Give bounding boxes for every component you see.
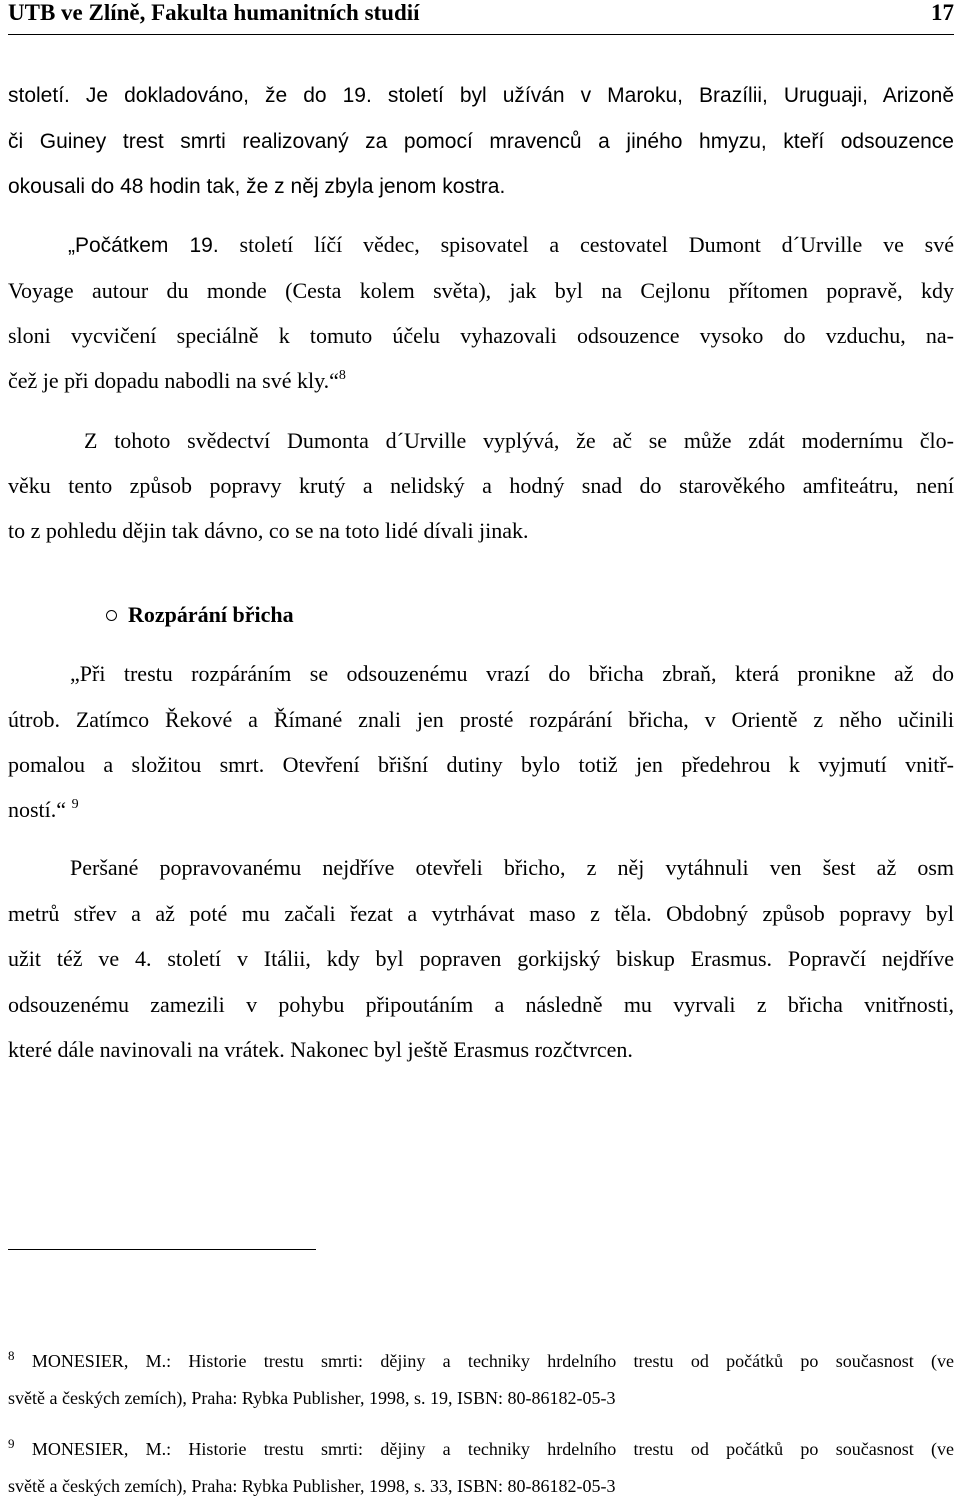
heading-text: Rozpárání břicha bbox=[128, 602, 294, 627]
text-line: Z tohoto svědectví Dumonta d´Urville vyplývá, že ač se může zdát modernímu člo- bbox=[84, 428, 954, 453]
footnote-mark: 9 bbox=[8, 1436, 15, 1451]
text-line: to z pohledu dějin tak dávno, co se na toto lidé dívali jinak. bbox=[8, 518, 529, 543]
text-line: okousali do 48 hodin tak, že z něj zbyla jenom kostra. bbox=[8, 175, 506, 198]
text-line: metrů střev a až poté mu začali řezat a vytrhávat maso z těla. Obdobný způsob popravy byl bbox=[8, 901, 954, 926]
text-line bbox=[8, 795, 954, 825]
text-line: věku tento způsob popravy krutý a nelidský a hodný snad do starověkého amfiteátru, není bbox=[8, 473, 954, 498]
bullet-icon bbox=[106, 610, 117, 621]
text-line bbox=[8, 366, 954, 396]
text-line: století. Je dokladováno, že do 19. století byl užíván v Maroku, Brazílii, Uruguaji, Arizoně bbox=[8, 84, 954, 107]
text-line: odsouzenému zamezili v pohybu připoutáním a následně mu vyrvali z břicha vnitřnosti, bbox=[8, 992, 954, 1017]
footnote-8-line2: světě a českých zemích), Praha: Rybka Publisher, 1998, s. 19, ISBN: 80-86182-05-3 bbox=[8, 1388, 616, 1408]
running-header bbox=[8, 0, 954, 35]
footnote-9-line2: světě a českých zemích), Praha: Rybka Publisher, 1998, s. 33, ISBN: 80-86182-05-3 bbox=[8, 1476, 616, 1496]
text-line: pomalou a složitou smrt. Otevření břišní dutiny bylo totiž jen předehrou k vyjmutí vnitř- bbox=[8, 752, 954, 777]
text-line: užit též ve 4. století v Itálii, kdy byl popraven gorkijský biskup Erasmus. Popravčí nejdříve bbox=[8, 946, 954, 971]
text-line: Peršané popravovanému nejdříve otevřeli břicho, z něj vytáhnuli ven šest až osm bbox=[70, 855, 954, 880]
text-line: které dále navinovali na vrátek. Nakonec byl ještě Erasmus rozčtvrcen. bbox=[8, 1037, 633, 1062]
page-number: 17 bbox=[931, 0, 954, 25]
text-line: sloni vycvičení speciálně k tomuto účelu vyhazovali odsouzence vysoko do vzduchu, na- bbox=[8, 323, 954, 348]
footnote-8-line1: $^8$ MONESIER, M.: Historie trestu smrti: dějiny a techniky hrdelního trestu od počátků po současnost (ve bbox=[8, 1348, 955, 1371]
text-line: či Guiney trest smrti realizovaný za pomocí mravenců a jiného hmyzu, kteří odsouzence bbox=[8, 130, 954, 153]
quote-start: „Počátkem 19. bbox=[68, 234, 219, 257]
text-line bbox=[68, 230, 954, 260]
footnote-ref-9[interactable]: 9 bbox=[71, 797, 79, 812]
line-text: čež je při dopadu nabodli na své kly.“ bbox=[8, 368, 339, 393]
footnote-9-line1: $^9$ MONESIER, M.: Historie trestu smrti: dějiny a techniky hrdelního trestu od počátků po současnost (ve bbox=[8, 1436, 955, 1459]
header-title: UTB ve Zlíně, Fakulta humanitních studií bbox=[8, 0, 420, 25]
footnote-mark: 8 bbox=[8, 1348, 15, 1363]
footnote-ref-8[interactable]: 8 bbox=[338, 368, 346, 383]
line-text: ností.“ bbox=[8, 797, 67, 822]
quote-rest: století líčí vědec, spisovatel a cestovatel Dumont d´Urville ve své bbox=[239, 232, 954, 257]
section-heading bbox=[106, 600, 294, 630]
text-line: útrob. Zatímco Řekové a Římané znali jen prosté rozpárání břicha, v Orientě z něho učinili bbox=[8, 707, 954, 732]
footnote-separator bbox=[8, 1249, 316, 1250]
text-line: Voyage autour du monde (Cesta kolem světa), jak byl na Cejlonu přítomen popravě, kdy bbox=[8, 278, 954, 303]
text-line: „Při trestu rozpáráním se odsouzenému vrazí do břicha zbraň, která pronikne až do bbox=[70, 661, 954, 686]
